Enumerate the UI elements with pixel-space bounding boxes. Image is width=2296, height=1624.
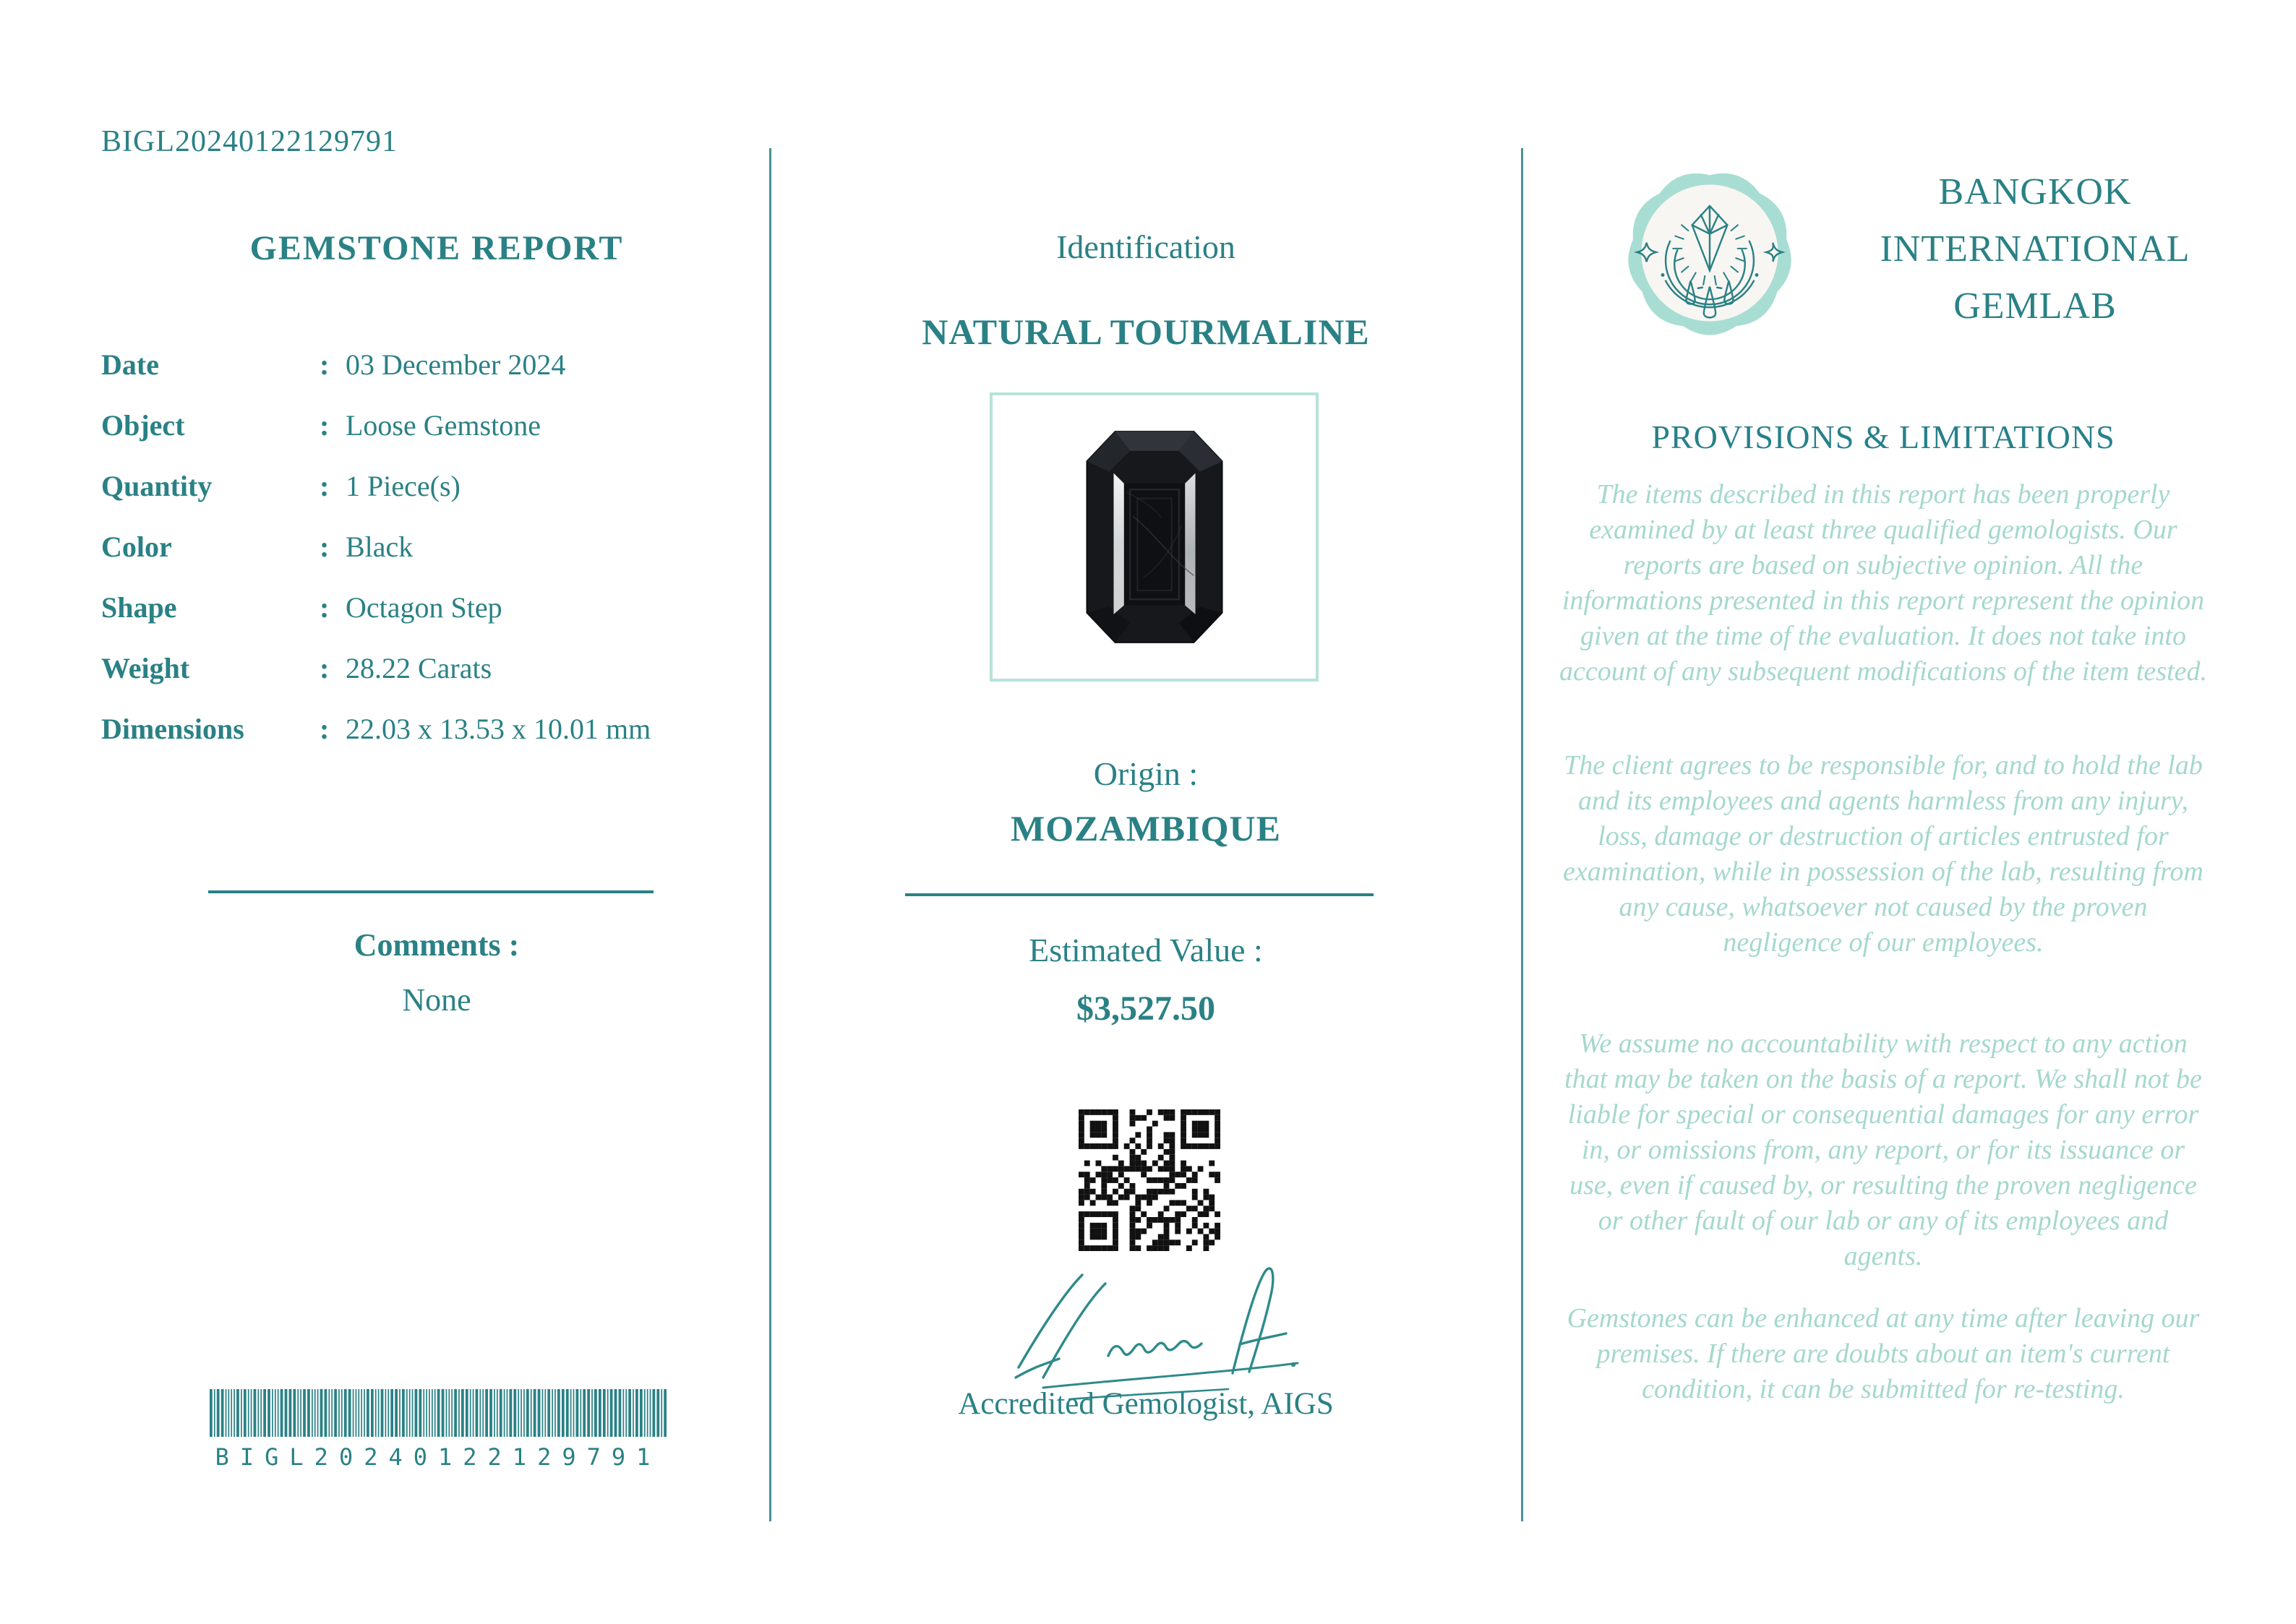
comments-label: Comments : xyxy=(354,927,520,963)
barcode-text: BIGL20240122129791 xyxy=(215,1443,661,1471)
comments-divider xyxy=(208,890,654,893)
lab-name xyxy=(1822,163,2248,335)
provisions-paragraph-3: We assume no accountability with respect to any action that may be taken on the basis of a report. We shall not be liable for special or consequential damages for any error in, or omissions from, any report, or for its issuance or use, even if caused by, or resulting the proven negligence or other fault of our lab or any of its employees and agents. xyxy=(1564,1028,2202,1271)
field-row-date xyxy=(101,334,651,395)
field-label: Quantity xyxy=(101,469,213,502)
gemstone-photo xyxy=(1084,429,1225,645)
page-title: GEMSTONE REPORT xyxy=(249,229,624,267)
gemstone-photo-frame xyxy=(990,392,1319,682)
field-value: Octagon Step xyxy=(346,590,502,624)
field-label: Shape xyxy=(101,590,177,624)
provisions-paragraph-4: Gemstones can be enhanced at any time after leaving our premises. If there are doubts about an item's current condition, it can be submitted for re-testing. xyxy=(1567,1303,2200,1404)
field-value: Loose Gemstone xyxy=(346,408,541,442)
provisions-heading: PROVISIONS & LIMITATIONS xyxy=(1651,418,2115,455)
lab-name-line: BANGKOK xyxy=(1938,171,2132,212)
qr-code xyxy=(1079,1109,1220,1251)
signature xyxy=(1001,1259,1319,1407)
field-value: 28.22 Carats xyxy=(346,651,492,684)
report-number: BIGL20240122129791 xyxy=(101,125,398,158)
field-row-weight xyxy=(101,637,651,698)
field-colon: : xyxy=(320,348,330,381)
field-value: 1 Piece(s) xyxy=(346,469,461,502)
field-label: Date xyxy=(101,348,159,381)
field-colon: : xyxy=(320,469,330,502)
lab-name-line: INTERNATIONAL xyxy=(1880,228,2190,270)
provisions-paragraph-1: The items described in this report has been properly examined by at least three qualified gemologists. Our reports are based on subjective opinion. All the informations presented in this report represent the opinion given at the time of the evaluation. It does not take into account of any subsequent modifications of the item tested. xyxy=(1559,479,2207,687)
field-row-dimensions xyxy=(101,698,651,759)
field-value: Black xyxy=(346,530,414,563)
field-colon: : xyxy=(320,651,330,684)
field-colon: : xyxy=(320,530,330,563)
field-colon: : xyxy=(320,712,330,745)
field-colon: : xyxy=(320,408,330,442)
field-row-shape xyxy=(101,577,651,637)
provisions-paragraph-2: The client agrees to be responsible for, and to hold the lab and its employees and agents harmless from any injury, loss, damage or destruction of articles entrusted for examination, while in possession of the lab, resulting from any cause, whatsoever not caused by the proven negligence of our employees. xyxy=(1563,750,2203,958)
field-label: Dimensions xyxy=(101,712,244,745)
gem-details-table xyxy=(101,334,651,759)
field-colon: : xyxy=(320,590,330,624)
estimated-value: $3,527.50 xyxy=(1076,989,1215,1028)
field-label: Color xyxy=(101,530,172,563)
lab-logo xyxy=(1622,160,1798,345)
field-label: Object xyxy=(101,408,185,442)
field-row-quantity xyxy=(101,455,651,516)
signatory-title: Accredited Gemologist, AIGS xyxy=(958,1387,1334,1421)
value-divider xyxy=(905,893,1374,896)
origin-value: MOZAMBIQUE xyxy=(1011,808,1281,848)
field-row-color xyxy=(101,516,651,577)
estimated-value-label: Estimated Value : xyxy=(1029,932,1263,968)
lab-name-line: GEMLAB xyxy=(1953,285,2117,327)
comments-value: None xyxy=(402,982,471,1018)
barcode xyxy=(210,1389,667,1471)
identification-heading: Identification xyxy=(1056,228,1235,265)
field-row-object xyxy=(101,395,651,455)
field-value: 03 December 2024 xyxy=(346,348,566,381)
field-label: Weight xyxy=(101,651,190,684)
origin-label: Origin : xyxy=(1093,755,1199,792)
barcode-bars xyxy=(210,1389,667,1437)
species-name: NATURAL TOURMALINE xyxy=(922,312,1370,352)
field-value: 22.03 x 13.53 x 10.01 mm xyxy=(346,712,651,745)
